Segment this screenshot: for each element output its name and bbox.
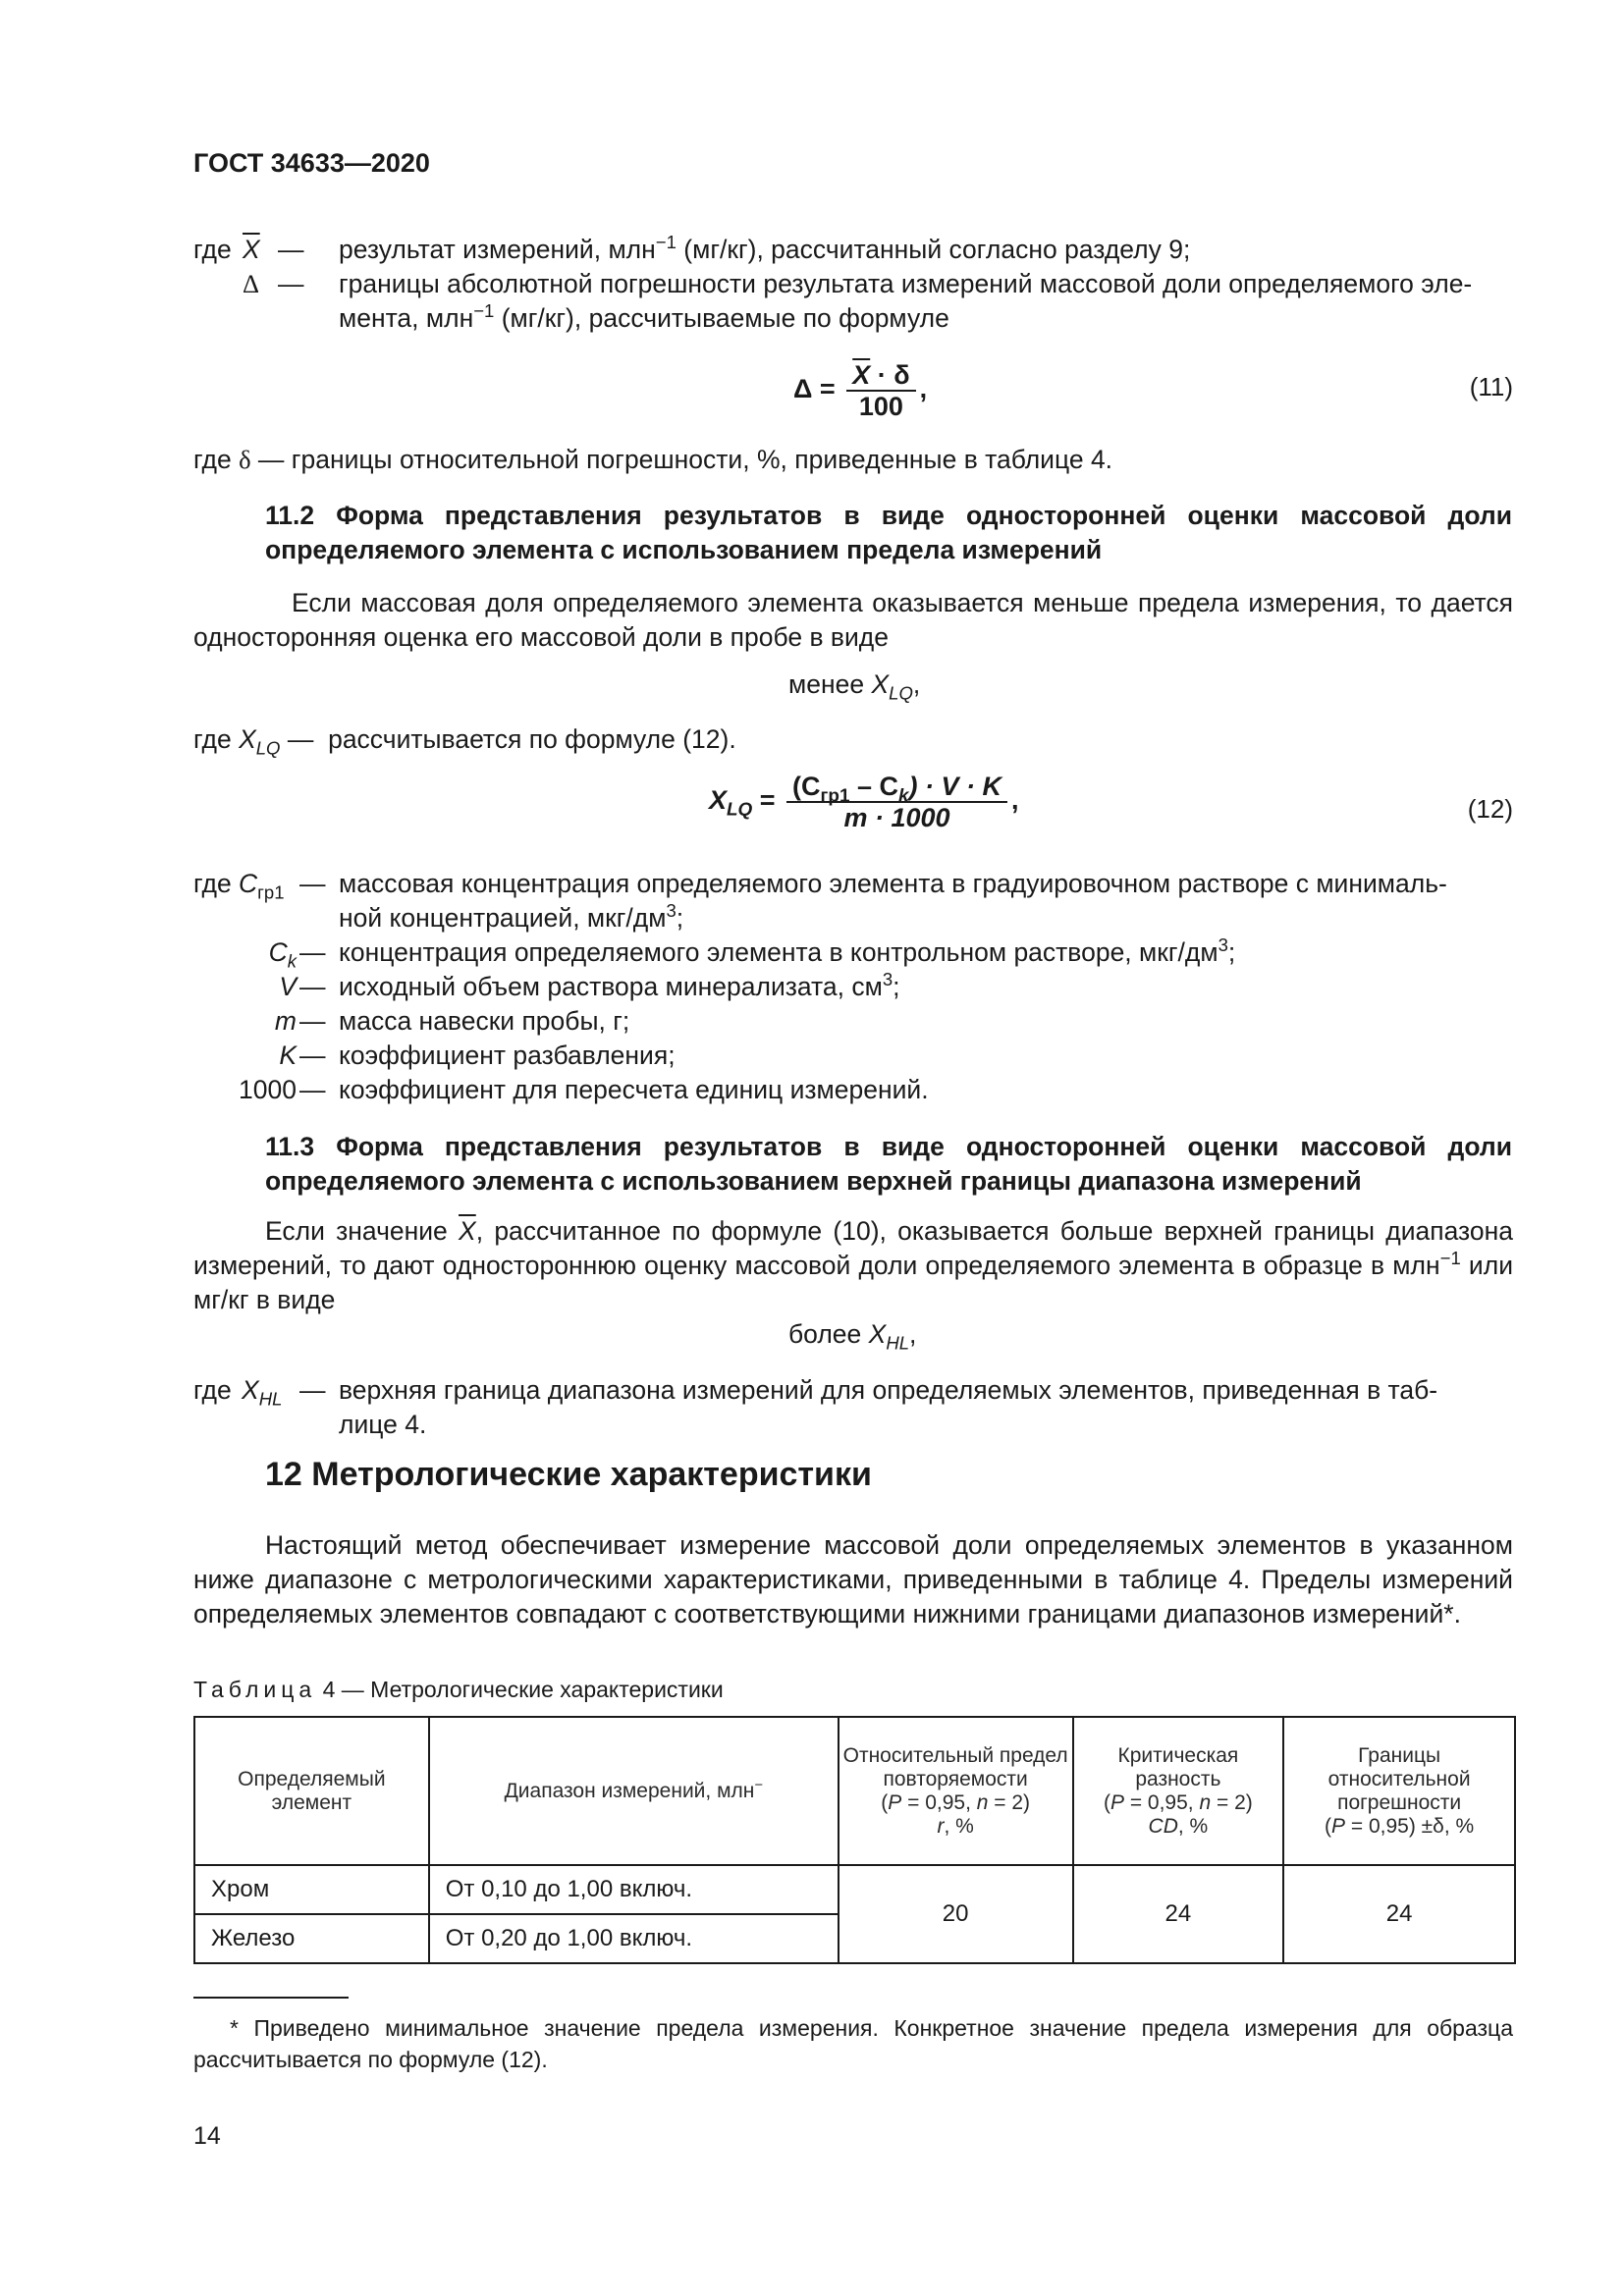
section-12-paragraph: Настоящий метод обеспечивает измерение массовой доли определяемых элементов в указанном ниже диапазоне с метрологическими характеристиками, приведенными в таблице 4. Пределы измерений определяемых элементов совпадают с соответствующими нижними границами диапазонов измерений*.	[193, 1530, 1513, 1629]
def-xlq: где $X_{LQ}$ — рассчитывается по формуле (12).	[193, 724, 736, 759]
def-dash: —	[299, 1075, 326, 1104]
cell-element: Хром	[194, 1865, 429, 1914]
less-than-xlq: менее $X_{LQ}$,	[788, 669, 921, 704]
formula-11-fraction: $\frac{\overline{X} \cdot \delta}{100}$	[846, 360, 915, 421]
def-k-text: коэффициент разбавления;	[339, 1041, 676, 1070]
section-11-2-title: 11.2 Форма представления результатов в виде односторонней оценки массовой доли определяемого элемента с использованием предела измерений	[265, 501, 1512, 564]
def-dash: —	[278, 269, 304, 298]
table-4-caption: Таблица 4 — Метрологические характеристики	[193, 1677, 724, 1702]
def-dash: —	[299, 972, 326, 1001]
def-x-text: результат измерений, млн$^{-1}$ (мг/кг), рассчитанный согласно разделу 9;	[339, 232, 1191, 264]
footnote-rule	[193, 1997, 349, 1999]
m-symbol: m	[274, 1006, 297, 1036]
c-k-symbol: $C_k$	[268, 937, 297, 972]
table-4	[193, 1716, 1516, 1964]
section-11-3-paragraph: Если значение $\overline{X}$, рассчитанное по формуле (10), оказывается больше верхней границы диапазона измерений, то дают одностороннюю оценку массовой доли определяемого элемента в образце в млн$^{-1}$ или мг/кг в виде	[193, 1216, 1514, 1314]
section-12-title: 12 Метрологические характеристики	[265, 1456, 872, 1493]
formula-12: $X_{LQ}$ = $\frac{(C_{гр1} - C_k) \cdot V \cdot K}{m \cdot 1000}$ ,	[709, 772, 1019, 832]
def-dash: —	[278, 235, 304, 264]
def-dash: —	[299, 869, 326, 898]
def-dash: —	[299, 1375, 326, 1405]
def-1000-text: коэффициент для пересчета единиц измерений.	[339, 1075, 929, 1104]
table-header-row	[194, 1717, 1515, 1865]
cell-range: От 0,20 до 1,00 включ.	[429, 1914, 839, 1963]
cell-element: Железо	[194, 1914, 429, 1963]
page-number: 14	[193, 2122, 221, 2150]
def-m-text: масса навески пробы, г;	[339, 1006, 630, 1036]
def-dash: —	[299, 937, 326, 967]
table-row	[194, 1865, 1515, 1914]
def-x-hl-text: верхняя граница диапазона измерений для определяемых элементов, приведенная в таб- лице 4.	[339, 1375, 1438, 1439]
cell-range: От 0,10 до 1,00 включ.	[429, 1865, 839, 1914]
where-label: где	[193, 1375, 232, 1405]
def-v-text: исходный объем раствора минерализата, $см^3$;	[339, 969, 900, 1001]
k-symbol: K	[279, 1041, 297, 1070]
formula-12-fraction: $\frac{(C_{гр1} - C_k) \cdot V \cdot K}{m \cdot 1000}$	[786, 772, 1007, 832]
cell-repeatability: 20	[839, 1865, 1073, 1963]
def-c-k-text: концентрация определяемого элемента в контрольном растворе, мкг/$дм^3$;	[339, 934, 1236, 967]
def-delta-text: границы абсолютной погрешности результата измерений массовой доли определяемого эле- мента, млн$^{-1}$ (мг/кг), рассчитываемые по формуле	[339, 269, 1473, 333]
def-delta-rel: где δ — границы относительной погрешности, %, приведенные в таблице 4.	[193, 445, 1113, 474]
def-dash: —	[299, 1041, 326, 1070]
col-header-repeatability: Относительный предел повторяемости (P = 0,95, n = 2) r, %	[839, 1717, 1073, 1865]
def-dash: —	[299, 1006, 326, 1036]
col-header-element: Определяемый элемент	[194, 1717, 429, 1865]
def-c-gr1-text: массовая концентрация определяемого элемента в градуировочном растворе с минималь- ной концентрацией, мкг/$дм^3$;	[339, 869, 1447, 933]
where-label: где	[193, 235, 232, 264]
document-code: ГОСТ 34633—2020	[193, 148, 430, 178]
formula-11-number: (11)	[1469, 372, 1513, 401]
where-label: где	[193, 869, 232, 898]
cell-critical: 24	[1073, 1865, 1284, 1963]
formula-12-number: (12)	[1467, 794, 1513, 824]
col-header-error: Границы относительной погрешности (P = 0,95) ±δ, %	[1283, 1717, 1515, 1865]
col-header-range: Диапазон измерений, млн−	[429, 1717, 839, 1865]
n1000-symbol: 1000	[239, 1075, 297, 1104]
cell-error: 24	[1283, 1865, 1515, 1963]
col-header-critical: Критическая разность (P = 0,95, n = 2) CD, %	[1073, 1717, 1284, 1865]
delta-symbol: Δ	[243, 269, 260, 298]
v-symbol: V	[279, 972, 297, 1001]
x-hl-symbol: $X_{HL}$	[242, 1375, 283, 1410]
formula-11: Δ = $\frac{\overline{X} \cdot \delta}{100}$ ,	[793, 360, 928, 421]
x-bar-symbol: $\overline{X}$	[243, 235, 260, 264]
more-than-xhl: более $X_{HL}$,	[788, 1319, 917, 1354]
footnote: * Приведено минимальное значение предела измерения. Конкретное значение предела измерения для образца рассчитывается по формуле (12).	[193, 2015, 1513, 2072]
section-11-3-title: 11.3 Форма представления результатов в виде односторонней оценки массовой доли определяемого элемента с использованием верхней границы диапазона измерений	[265, 1132, 1512, 1196]
c-gr1-symbol: $C_{гр1}$	[239, 869, 285, 903]
section-11-2-paragraph: Если массовая доля определяемого элемента оказывается меньше предела измерения, то дается односторонняя оценка его массовой доли в пробе в виде	[193, 588, 1513, 652]
